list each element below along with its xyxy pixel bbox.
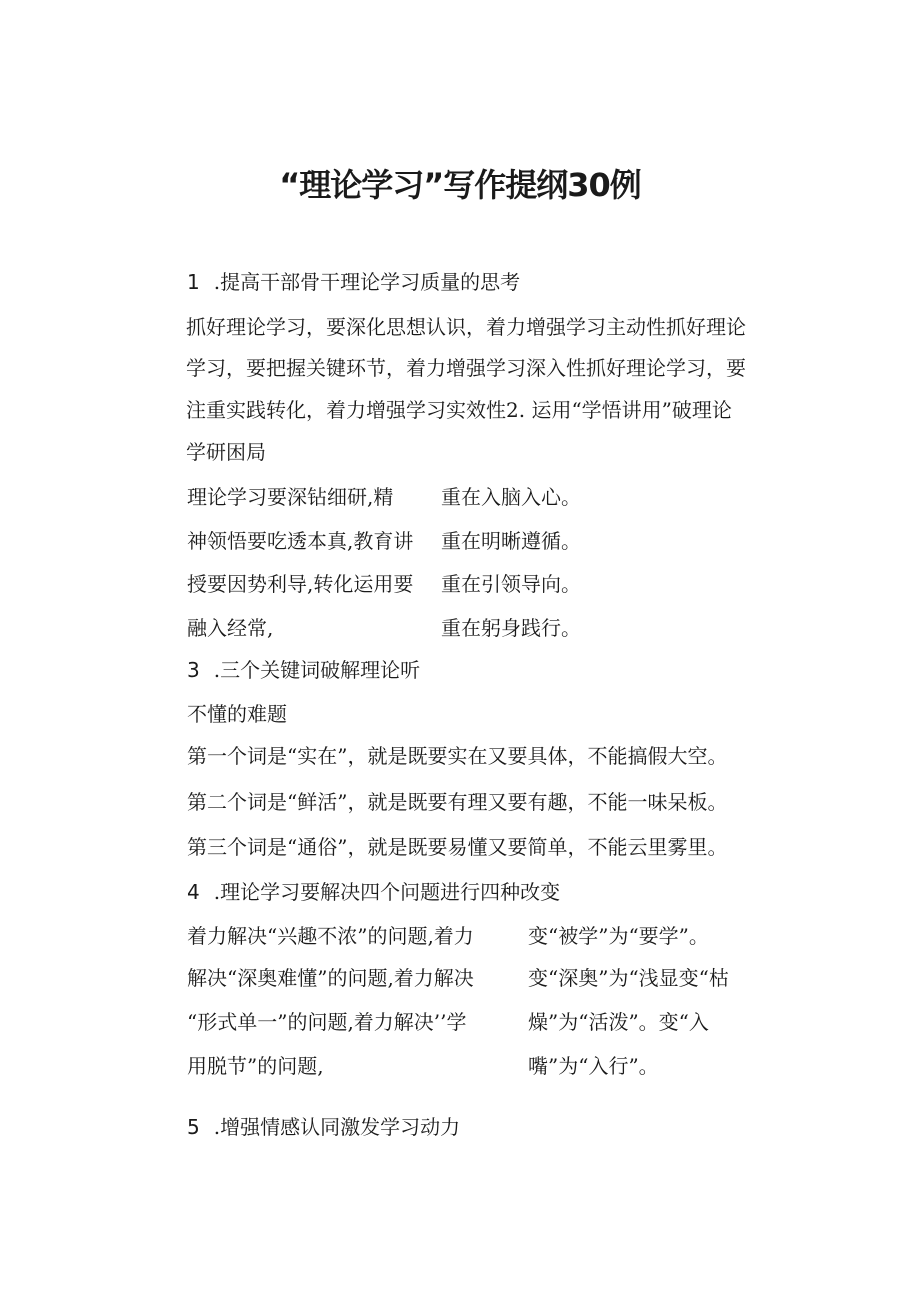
section-4-left-line-3: “形式单一”的问题,着力解决’’学 xyxy=(187,1010,467,1034)
section-3-body-line-2: 第二个词是“鲜活”，就是既要有理又要有趣，不能一味呆板。 xyxy=(187,790,728,814)
section-4-title: .理论学习要解决四个问题进行四种改变 xyxy=(213,880,561,904)
section-3-number: 3 xyxy=(187,658,200,682)
section-3-body-line-1: 第一个词是“实在”，就是既要实在又要具体，不能搞假大空。 xyxy=(187,744,728,768)
section-1-body-line-1: 抓好理论学习，要深化思想认识，着力增强学习主动性抓好理论 xyxy=(186,315,746,339)
section-4-right-line-4: 嘴”为“入行”。 xyxy=(528,1054,659,1078)
section-4-left-line-4: 用脱节”的问题, xyxy=(187,1054,324,1078)
section-2-right-line-1: 重在入脑入心。 xyxy=(441,485,581,509)
section-4-right-line-2: 变“深奥”为“浅显变“枯 xyxy=(528,966,729,990)
section-4-left-line-2: 解决“深奥难懂”的问题,着力解决 xyxy=(187,966,474,990)
section-3-title-cont: 不懂的难题 xyxy=(187,702,287,726)
section-2-right-line-2: 重在明晰遵循。 xyxy=(441,529,581,553)
section-5-number: 5 xyxy=(187,1115,200,1139)
section-4-right-line-3: 燥”为“活泼”。变“入 xyxy=(528,1010,709,1034)
section-4-left-line-1: 着力解决“兴趣不浓”的问题,着力 xyxy=(187,924,474,948)
section-4-number: 4 xyxy=(187,880,200,904)
section-1-body-line-4: 学研困局 xyxy=(186,440,266,464)
section-2-right-line-4: 重在躬身践行。 xyxy=(441,616,581,640)
section-1-body-line-2: 学习，要把握关键环节，着力增强学习深入性抓好理论学习，要 xyxy=(186,356,746,380)
section-5-heading xyxy=(187,1114,460,1140)
section-3-heading xyxy=(187,657,420,683)
document-title: “理论学习”写作提纲30例 xyxy=(279,166,641,204)
section-1-heading xyxy=(187,269,520,295)
section-3-title: .三个关键词破解理论听 xyxy=(213,658,421,682)
section-1-number: 1 xyxy=(187,270,200,294)
section-2-left-line-3: 授要因势利导,转化运用要 xyxy=(187,572,414,596)
section-2-left-line-2: 神领悟要吃透本真,教育讲 xyxy=(187,529,414,553)
section-4-heading xyxy=(187,879,560,905)
section-4-right-line-1: 变“被学”为“要学”。 xyxy=(528,924,709,948)
section-1-title: .提高干部骨干理论学习质量的思考 xyxy=(213,270,521,294)
section-3-body-line-3: 第三个词是“通俗”，就是既要易懂又要简单，不能云里雾里。 xyxy=(187,835,728,859)
section-2-right-line-3: 重在引领导向。 xyxy=(441,572,581,596)
section-5-title: .增强情感认同激发学习动力 xyxy=(213,1115,461,1139)
section-1-body-line-3: 注重实践转化，着力增强学习实效性2. 运用“学悟讲用”破理论 xyxy=(186,398,732,422)
section-2-left-line-1: 理论学习要深钻细研,精 xyxy=(187,485,394,509)
section-2-left-line-4: 融入经常, xyxy=(187,616,274,640)
